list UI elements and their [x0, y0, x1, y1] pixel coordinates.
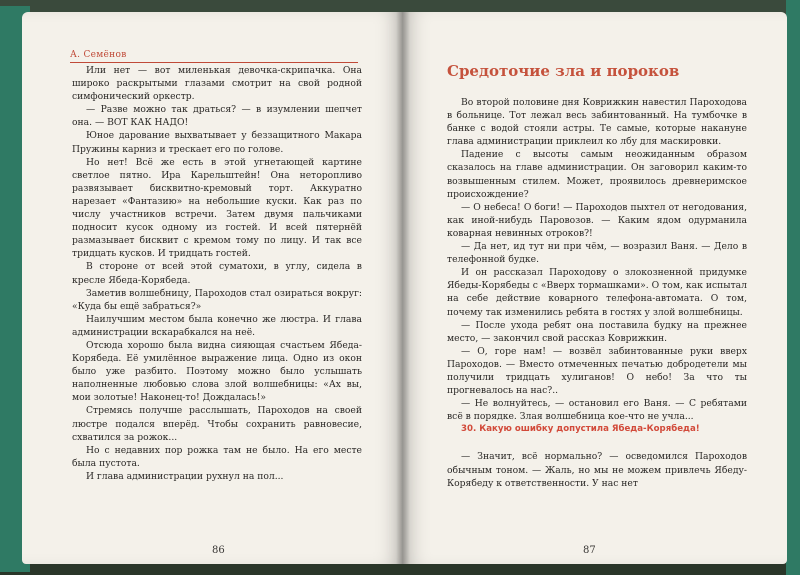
right-page [403, 12, 787, 564]
paragraph: — Да нет, ид тут ни при чём, — возразил Ваня. — Дело в телефонной будке. [447, 241, 747, 266]
header-rule [70, 62, 358, 63]
paragraph: — Значит, всё нормально? — осведомился Пароходов обычным тоном. — Жаль, но мы не можем привлечь Ябеду-Корябеду к ответственности. У нас нет [447, 451, 747, 489]
paragraph: И глава администрации рухнул на пол... [86, 470, 284, 482]
paragraph: Во второй половине дня Коврижкин навестил Пароходова в больнице. Тот лежал весь забинтованный. На тумбочке в банке с водой стояли астры. Те самые, которые накануне глава администрации приклеил ко лбу для маскировки. [447, 97, 747, 148]
chapter-title: Средоточие зла и пороков [447, 62, 680, 80]
paragraph: Стремясь получше расслышать, Пароходов на своей люстре подался вперёд. Чтобы сохранить равновесие, схватился за рожок... [72, 405, 362, 443]
paragraph: Наилучшим местом была конечно же люстра. И глава администрации вскарабкался на неё. [72, 313, 362, 338]
running-header: А. Семёнов [70, 50, 127, 60]
page-number: 87 [583, 545, 596, 556]
left-page-text [72, 64, 362, 483]
book-gutter-shadow [396, 12, 410, 564]
paragraph: Но нет! Всё же есть в этой угнетающей картине светлое пятно. Ира Карельштейн! Она неторопливо развязывает бисквитно-кремовый торт. Аккуратно нарезает «Фантазию» на небольшие куски. Как раз по числу участников встречи. Затем двумя пальчиками подносит кусок одному из гостей. И всей пятернёй размазывает бисквит с кремом тому по лицу. И так все тридцать кусков. И тридцать гостей. [72, 156, 362, 260]
paragraph: — О, горе нам! — возвёл забинтованные руки вверх Пароходов. — Вместо отмеченных печатью добродетели мы получили тридцать хулиганов! О небо! За что ты прогневалось на нас?.. [447, 345, 747, 397]
section-gap [447, 436, 747, 450]
paragraph: И он рассказал Пароходову о злокозненной придумке Ябеды-Корябеды с «Вверх тормашками». О том, как испытал на себе действие коварного телефона-автомата. О том, почему так изменились ребята в гостях у злой волшебницы. [447, 267, 747, 318]
paragraph: В стороне от всей этой суматохи, в углу, сидела в кресле Ябеда-Корябеда. [72, 261, 362, 286]
paragraph: Падение с высоты самым неожиданным образом сказалось на главе администрации. Он заговорил каким-то возвышенным стилем. Может, проявилось древнеримское происхождение? [447, 149, 747, 200]
paragraph: — После ухода ребят она поставила будку на прежнее место, — закончил свой рассказ Коврижкин. [447, 319, 747, 344]
paragraph: Заметив волшебницу, Пароходов стал озираться вокруг: «Куда бы ещё забраться?» [72, 287, 362, 312]
paragraph: Отсюда хорошо была видна сияющая счастьем Ябеда-Корябеда. Её умилённое выражение лица. Одно из окон было уже разбито. Поэтому можно было услышать наполненные любовью слова злой волшебницы: «Ах вы, мои золотые! Наконец-то! Дождалась!» [72, 339, 362, 404]
paragraph: — Разве можно так драться? — в изумлении шепчет она. — ВОТ КАК НАДО! [72, 104, 362, 129]
paragraph: Юное дарование выхватывает у беззащитного Макара Пружины карниз и трескает его по голове. [72, 130, 362, 155]
left-page [22, 12, 403, 564]
question-callout: 30. Какую ошибку допустила Ябеда-Корябеда! [461, 424, 700, 435]
paragraph: Или нет — вот миленькая девочка-скрипачка. Она широко раскрытыми глазами смотрит на свой родной симфонический оркестр. [72, 65, 362, 103]
book-cover-right-edge [786, 0, 800, 575]
paragraph: Но с недавних пор рожка там не было. На его месте была пустота. [72, 444, 362, 469]
paragraph: — Не волнуйтесь, — остановил его Ваня. — С ребятами всё в порядке. Злая волшебница кое-что не учла... [447, 398, 747, 423]
paragraph: — О небеса! О боги! — Пароходов пыхтел от негодования, как иной-нибудь Паровозов. — Каким ядом одурманила коварная невинных отроков?! [447, 201, 747, 239]
right-page-text [447, 96, 747, 490]
page-number: 86 [212, 545, 225, 556]
